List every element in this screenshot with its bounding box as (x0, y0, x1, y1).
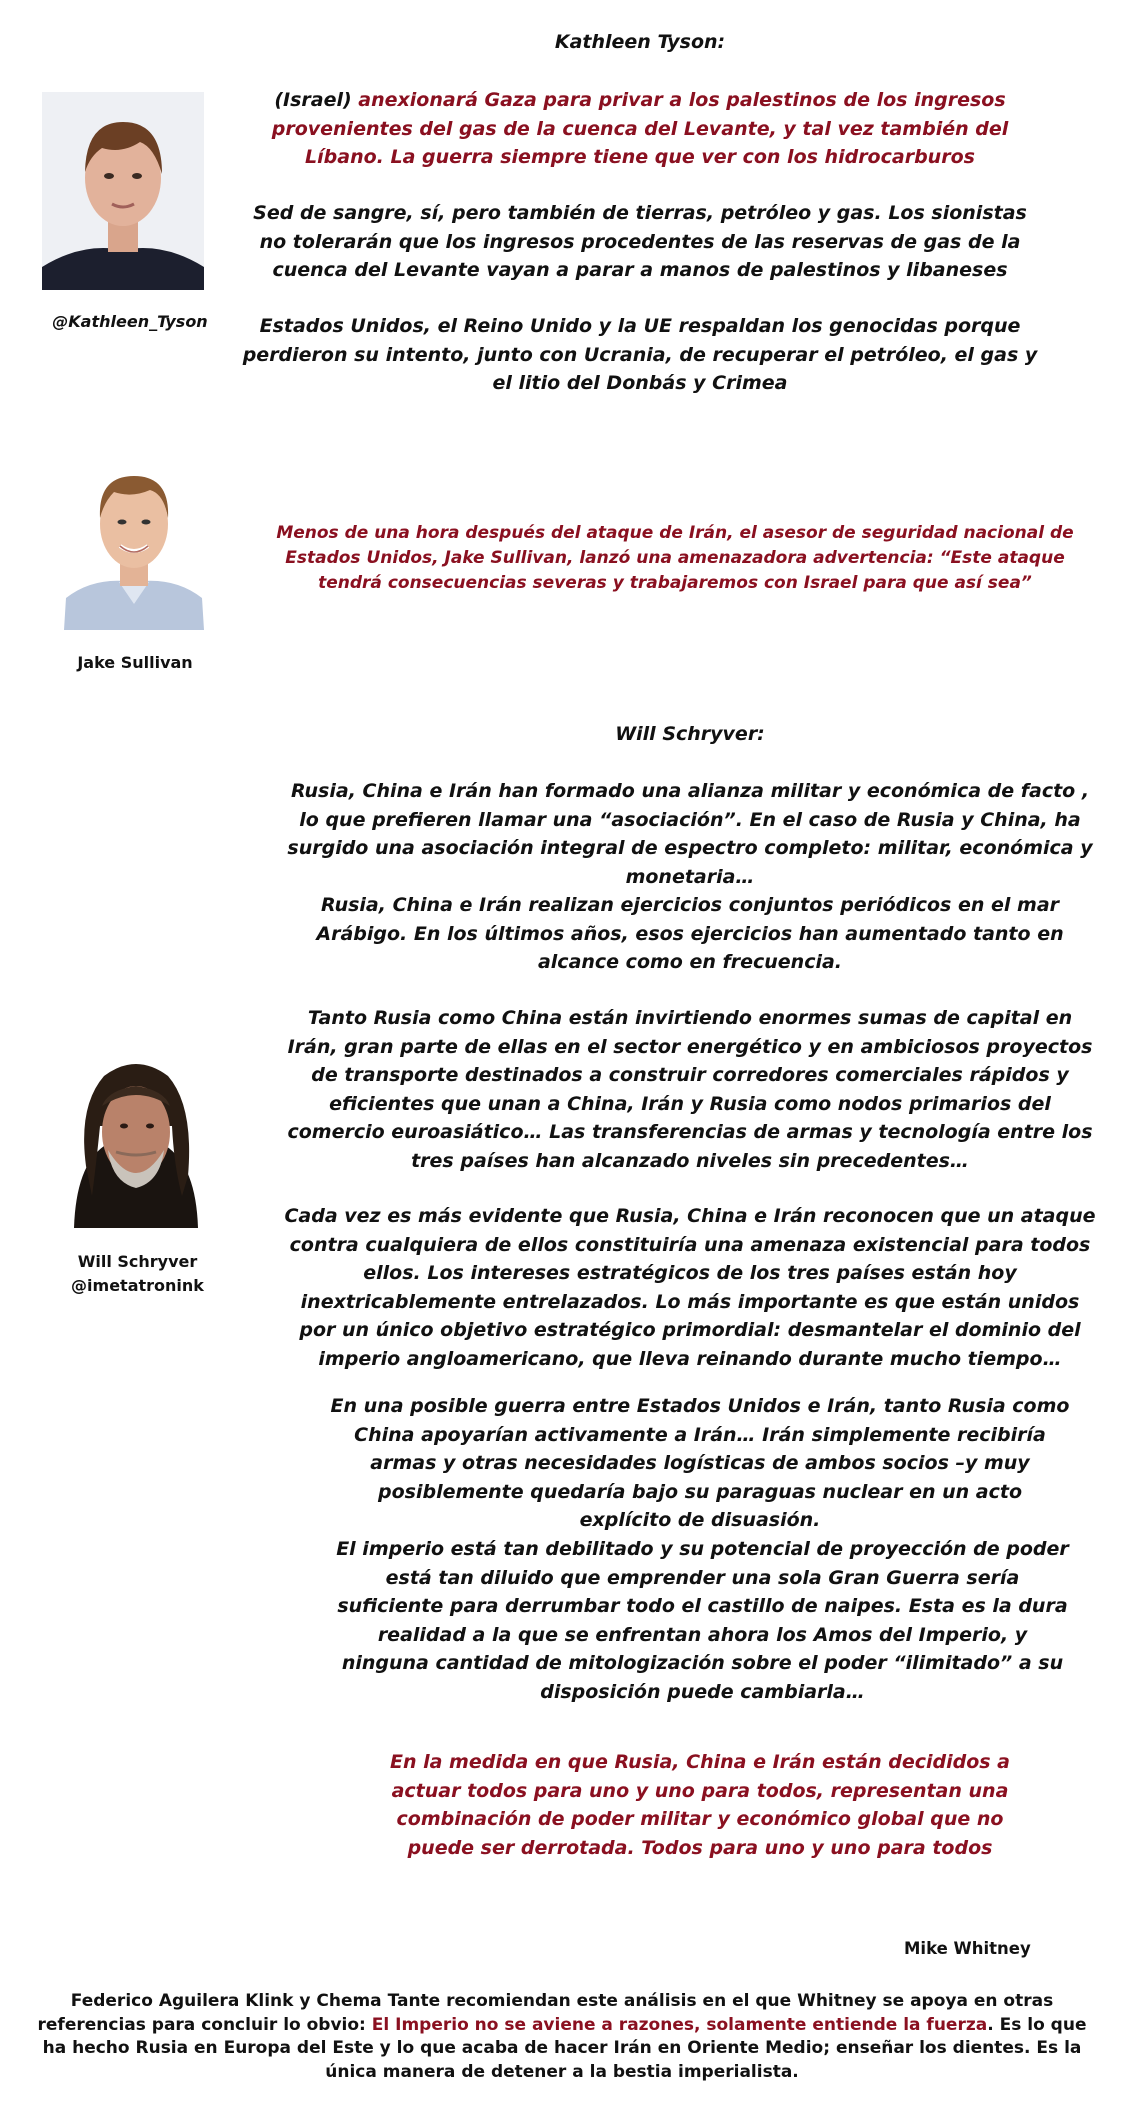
schryver-heading: Will Schryver: (615, 723, 765, 745)
schryver-paragraph-3: Tanto Rusia como China están invirtiendo enormes sumas de capital en Irán, gran parte de ellas en el sector energético y en ambiciosos proyectos de transporte destinados a construir corredores comerciales rápidos y eficientes que unan a China, Irán y Rusia como nodos primarios del comercio euroasiático… Las transferencias de armas y tecnología entre los tres países han alcanzado niveles sin precedentes… (287, 1007, 1093, 1172)
tyson-heading: Kathleen Tyson: (554, 31, 726, 53)
schryver-paragraph-6: El imperio está tan debilitado y su potencial de proyección de poder está tan diluido que emprender una sola Gran Guerra sería suficiente para derrumbar todo el castillo de naipes. Esta es la dura realidad a la que se enfrentan ahora los Amos del Imperio, y ninguna cantidad de mitologización sobre el poder “ilimitado” a su disposición puede cambiarla… (336, 1538, 1069, 1703)
footer-text-1: Federico Aguilera Klink y Chema Tante recomiendan este análisis en el que Whitney se apoya en otras referencias para concluir lo obvio: (37, 1991, 1054, 2035)
schryver-paragraph-2: Rusia, China e Irán realizan ejercicios conjuntos periódicos en el mar Arábigo. En los últimos años, esos ejercicios han aumentado tanto en alcance como en frecuencia. (316, 894, 1064, 973)
footer-highlight: El Imperio no se aviene a razones, solamente entiende la fuerza (371, 2014, 988, 2035)
schryver-paragraph-4: Cada vez es más evidente que Rusia, China e Irán reconocen que un ataque contra cualquiera de ellos constituiría una amenaza existencial para todos ellos. Los intereses estratégicos de los tres países están hoy inextricablemente entrelazados. Lo más importante es que están unidos por un único objetivo estratégico primordial: desmantelar el dominio del imperio angloamericano, que lleva reinando durante mucho tiempo… (284, 1205, 1096, 1370)
author-signature: Mike Whitney (904, 1939, 1031, 1958)
tyson-paragraph-2: Sed de sangre, sí, pero también de tierras, petróleo y gas. Los sionistas no tolerarán que los ingresos procedentes de las reservas de gas de la cuenca del Levante vayan a parar a manos de palestinos y libaneses (253, 202, 1027, 281)
schryver-paragraph-5: En una posible guerra entre Estados Unidos e Irán, tanto Rusia como China apoyarían activamente a Irán… Irán simplemente recibiría armas y otras necesidades logísticas de ambos socios –y muy posiblemente quedaría bajo su paraguas nuclear en un acto explícito de disuasión. (330, 1395, 1070, 1531)
tyson-paragraph-3: Estados Unidos, el Reino Unido y la UE respaldan los genocidas porque perdieron su intento, junto con Ucrania, de recuperar el petróleo, el gas y el litio del Donbás y Crimea (242, 315, 1038, 394)
jake-sullivan-caption: Jake Sullivan (77, 653, 193, 672)
will-schryver-caption-handle: @imetatronink (71, 1276, 204, 1295)
sullivan-quote: Menos de una hora después del ataque de Irán, el asesor de seguridad nacional de Estados Unidos, Jake Sullivan, lanzó una amenazadora advertencia: “Este ataque tendrá consecuencias severas y trabajaremos con Israel para que así sea” (276, 523, 1074, 593)
schryver-highlight-paragraph: En la medida en que Rusia, China e Irán están decididos a actuar todos para uno y uno para todos, representan una combinación de poder militar y económico global que no puede ser derrotada. Todos para uno y uno para todos (389, 1751, 1010, 1859)
footer-paragraph (30, 1990, 1094, 2084)
tyson-paragraph-1 (240, 86, 1040, 172)
will-schryver-photo (64, 1046, 206, 1228)
kathleen-tyson-caption: @Kathleen_Tyson (52, 312, 208, 331)
tyson-p1-prefix: (Israel) (274, 89, 359, 111)
kathleen-tyson-photo (42, 92, 204, 290)
jake-sullivan-photo (64, 458, 204, 630)
footer-text-2: . Es lo que ha hecho Rusia en Europa del Este y lo que acaba de hacer Irán en Oriente Medio; enseñar los dientes. Es la única manera de detener a la bestia imperialista. (42, 2014, 1087, 2082)
tyson-p1-highlight: anexionará Gaza para privar a los palestinos de los ingresos provenientes del gas de la cuenca del Levante, y tal vez también del Líbano. La guerra siempre tiene que ver con los hidrocarburos (271, 89, 1009, 168)
will-schryver-caption-name: Will Schryver (77, 1252, 198, 1271)
schryver-paragraph-1: Rusia, China e Irán han formado una alianza militar y económica de facto , lo que prefieren llamar una “asociación”. En el caso de Rusia y China, ha surgido una asociación integral de espectro completo: militar, económica y monetaria… (287, 780, 1093, 888)
